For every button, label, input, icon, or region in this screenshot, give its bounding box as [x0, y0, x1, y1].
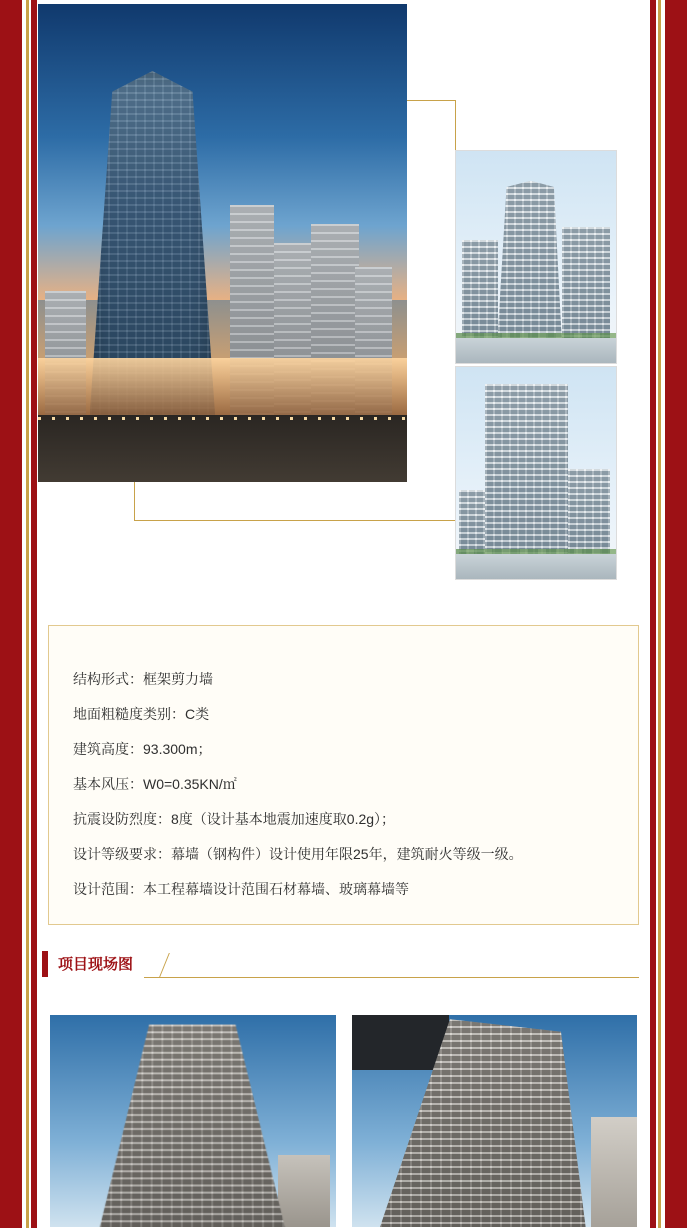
connector-line-top: [407, 100, 456, 151]
thumb-main-tower: [485, 384, 568, 554]
section-divider-line: [144, 977, 639, 978]
section-accent-bar: [42, 951, 48, 977]
thumb-main-tower: [498, 181, 562, 338]
right-inner-red-rule: [650, 0, 656, 1228]
thumb-building-right: [562, 227, 610, 337]
thumb-building-left: [462, 240, 497, 338]
hero-ground: [38, 415, 407, 482]
spec-line-design-scope: 设计范围：本工程幕墙设计范围石材幕墙、玻璃幕墙等: [73, 881, 409, 897]
spec-line-roughness: 地面粗糙度类别：C类: [73, 706, 210, 722]
thumb-ground: [456, 554, 616, 579]
thumbnail-tower-render-elevation: [455, 366, 617, 580]
section-title: 项目现场图: [58, 956, 134, 973]
spec-line-seismic: 抗震设防烈度：8度（设计基本地震加速度取0.2g）；: [73, 811, 396, 827]
thumb-building-right: [568, 469, 610, 554]
spec-line-wind-pressure: 基本风压：W0=0.35KN/㎡: [73, 776, 237, 792]
left-inner-red-rule: [31, 0, 37, 1228]
site-photo-adjacent-building: [591, 1117, 637, 1227]
hero-render-image: [38, 4, 407, 482]
spec-line-height: 建筑高度：93.300m；: [73, 741, 212, 757]
right-red-border: [665, 0, 687, 1228]
site-photo-right: [352, 1015, 638, 1227]
section-notch: [137, 953, 170, 977]
specification-card: [48, 625, 639, 925]
site-photo-gallery: [50, 1015, 637, 1227]
spec-line-design-grade: 设计等级要求：幕墙（钢构件）设计使用年限25年，建筑耐火等级一级。: [73, 846, 523, 862]
render-gallery: [38, 0, 649, 590]
page-content: [38, 0, 649, 1228]
left-gold-rule: [26, 0, 29, 1228]
site-photo-left: [50, 1015, 336, 1227]
site-photo-adjacent-building: [278, 1155, 329, 1227]
spec-line-structure: 结构形式：框架剪力墙: [73, 671, 213, 687]
hero-podium: [38, 358, 407, 415]
right-gold-rule: [658, 0, 661, 1228]
section-header: [42, 945, 639, 983]
thumb-ground: [456, 338, 616, 363]
hero-street-lights: [38, 417, 407, 420]
left-red-border: [0, 0, 22, 1228]
connector-line-bottom: [134, 482, 476, 521]
thumb-building-left: [459, 490, 485, 554]
thumbnail-tower-render-day: [455, 150, 617, 364]
site-photo-foreground-shadow: [352, 1015, 449, 1070]
